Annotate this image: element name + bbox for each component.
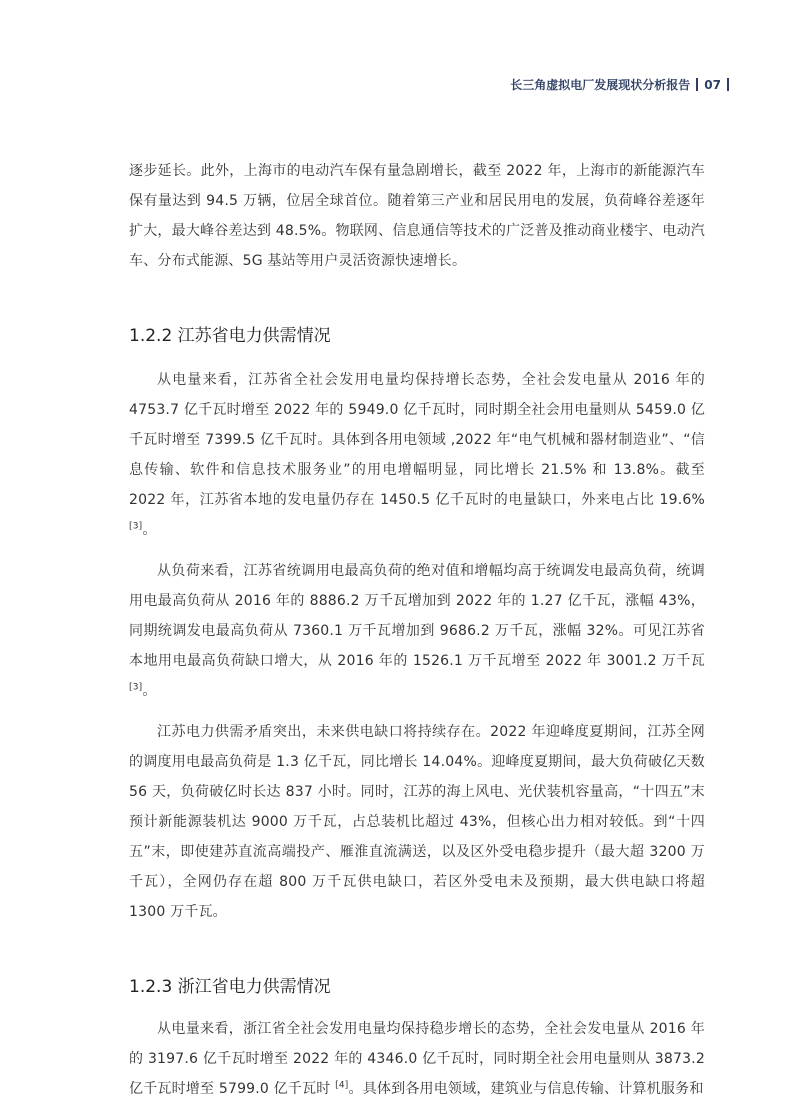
paragraph-shanghai-continuation: 逐步延长。此外，上海市的电动汽车保有量急剧增长，截至 2022 年，上海市的新能源汽车保有量达到 94.5 万辆，位居全球首位。随着第三产业和居民用电的发展，负荷峰谷差逐年扩大，最大峰谷差达到 48.5%。物联网、信息通信等技术的广泛普及推动商业楼宇、电动汽车、分布式能源、5G 基站等用户灵活资源快速增长。 xyxy=(129,163,705,269)
paragraph-jiangsu-supply-gap: 江苏电力供需矛盾突出，未来供电缺口将持续存在。2022 年迎峰度夏期间，江苏全网的调度用电最高负荷是 1.3 亿千瓦，同比增长 14.04%。迎峰度夏期间，最大负荷破亿天数 56 天，负荷破亿时长达 837 小时。同时，江苏的海上风电、光伏装机容量高，“十四五”末预计新能源装机达 9000 万千瓦，占总装机比超过 43%，但核心出力相对较低。到“十四五”末，即使建苏直流高端投产、雁淮直流满送，以及区外受电稳步提升（最大超 3200 万千瓦），全网仍存在超 800 万千瓦供电缺口，若区外受电未及预期，最大供电缺口将超 1300 万千瓦。 xyxy=(129,724,705,920)
paragraph-text: 从电量来看，江苏省全社会发用电量均保持增长态势，全社会发电量从 2016 年的 4753.7 亿千瓦时增至 2022 年的 5949.0 亿千瓦时，同时期全社会用电量则从 5459.0 亿千瓦时增至 7399.5 亿千瓦时。具体到各用电领域 ,2022 年“电气机械和器材制造业”、“信息传输、软件和信息技术服务业”的用电增幅明显，同比增长 21.5% 和 13.8%。截至 2022 年，江苏省本地的发电量仍存在 1450.5 亿千瓦时的电量缺口，外来电占比 19.6% xyxy=(129,372,705,508)
citation-ref: [4] xyxy=(335,1080,349,1091)
page-number: 07 xyxy=(704,77,721,92)
header-divider-right xyxy=(727,78,729,91)
paragraph-text: 从负荷来看，江苏省统调用电最高负荷的绝对值和增幅均高于统调发电最高负荷，统调用电最高负荷从 2016 年的 8886.2 万千瓦增加到 2022 年的 1.27 亿千瓦，涨幅 43%，同期统调发电最高负荷从 7360.1 万千瓦增加到 9686.2 万千瓦，涨幅 32%。可见江苏省本地用电最高负荷缺口增大，从 2016 年的 1526.1 万千瓦增至 2022 年 3001.2 万千瓦 xyxy=(129,563,705,669)
section-heading-jiangsu: 1.2.2 江苏省电力供需情况 xyxy=(129,326,331,346)
page-header xyxy=(510,76,735,93)
paragraph-jiangsu-electricity xyxy=(129,365,705,545)
header-divider-left xyxy=(696,78,698,91)
paragraph-end: 。 xyxy=(142,522,157,538)
section-heading-zhejiang: 1.2.3 浙江省电力供需情况 xyxy=(129,977,331,997)
paragraph-text: 从电量来看，浙江省全社会发用电量均保持稳步增长的态势，全社会发电量从 2016 年的 3197.6 亿千瓦时增至 2022 年的 4346.0 亿千瓦时，同时期全社会用电量则从 3873.2 亿千瓦时增至 5799.0 亿千瓦时 xyxy=(129,1021,705,1097)
paragraph-jiangsu-load xyxy=(129,556,705,706)
paragraph-end: 。具体到各用电领域，建筑业与信息传输、计算机服务和 xyxy=(348,1081,704,1097)
paragraph-zhejiang-electricity xyxy=(129,1014,705,1104)
main-content xyxy=(129,156,705,1104)
citation-ref: [3] xyxy=(129,521,143,532)
report-title: 长三角虚拟电厂发展现状分析报告 xyxy=(510,78,691,92)
paragraph-end: 。 xyxy=(142,683,157,699)
citation-ref: [3] xyxy=(129,682,143,693)
